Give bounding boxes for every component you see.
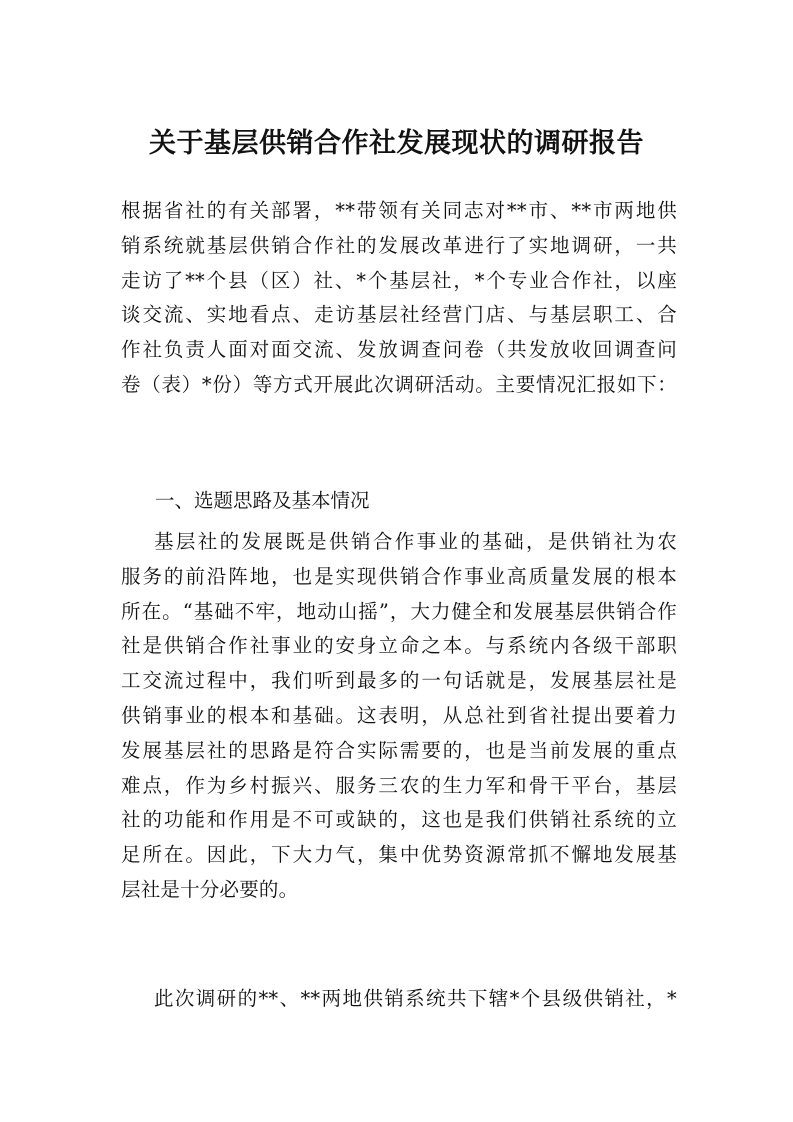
body-paragraph-1	[121, 525, 677, 908]
text-line: 发展基层社的思路是符合实际需要的，也是当前发展的重点	[121, 738, 677, 762]
text-line: 层社是十分必要的。	[121, 877, 299, 901]
text-line: 服务的前沿阵地，也是实现供销合作事业高质量发展的根本	[121, 564, 677, 588]
text-line: 卷（表）*份）等方式开展此次调研活动。主要情况汇报如下：	[121, 372, 677, 396]
document-title: 关于基层供销合作社发展现状的调研报告	[149, 128, 644, 159]
text-line: 所在。“基础不牢，地动山摇”，大力健全和发展基层供销合作	[121, 599, 677, 623]
intro-paragraph	[121, 194, 677, 403]
text-line: 谈交流、实地看点、走访基层社经营门店、与基层职工、合	[121, 303, 677, 327]
text-line: 走访了**个县（区）社、*个基层社，*个专业合作社，以座	[121, 268, 677, 292]
text-line: 基层社的发展既是供销合作事业的基础，是供销社为农	[154, 530, 677, 553]
body-paragraph-2	[121, 982, 677, 1017]
text-line: 足所在。因此，下大力气，集中优势资源常抓不懈地发展基	[121, 843, 677, 867]
text-line: 工交流过程中，我们听到最多的一句话就是，发展基层社是	[121, 669, 677, 693]
text-line: 难点，作为乡村振兴、服务三农的生力军和骨干平台，基层	[121, 773, 677, 797]
text-line: 供销事业的根本和基础。这表明，从总社到省社提出要着力	[121, 703, 677, 727]
text-line: 社的功能和作用是不可或缺的，这也是我们供销社系统的立	[121, 808, 677, 832]
text-line: 此次调研的**、**两地供销系统共下辖*个县级供销社，*	[154, 987, 677, 1010]
text-line: 社是供销合作社事业的安身立命之本。与系统内各级干部职	[121, 634, 677, 658]
section-heading: 一、选题思路及基本情况	[155, 489, 370, 512]
text-line: 销系统就基层供销合作社的发展改革进行了实地调研，一共	[121, 233, 677, 257]
text-line: 作社负责人面对面交流、发放调查问卷（共发放收回调查问	[121, 338, 677, 362]
text-line: 根据省社的有关部署，**带领有关同志对**市、**市两地供	[121, 199, 677, 222]
